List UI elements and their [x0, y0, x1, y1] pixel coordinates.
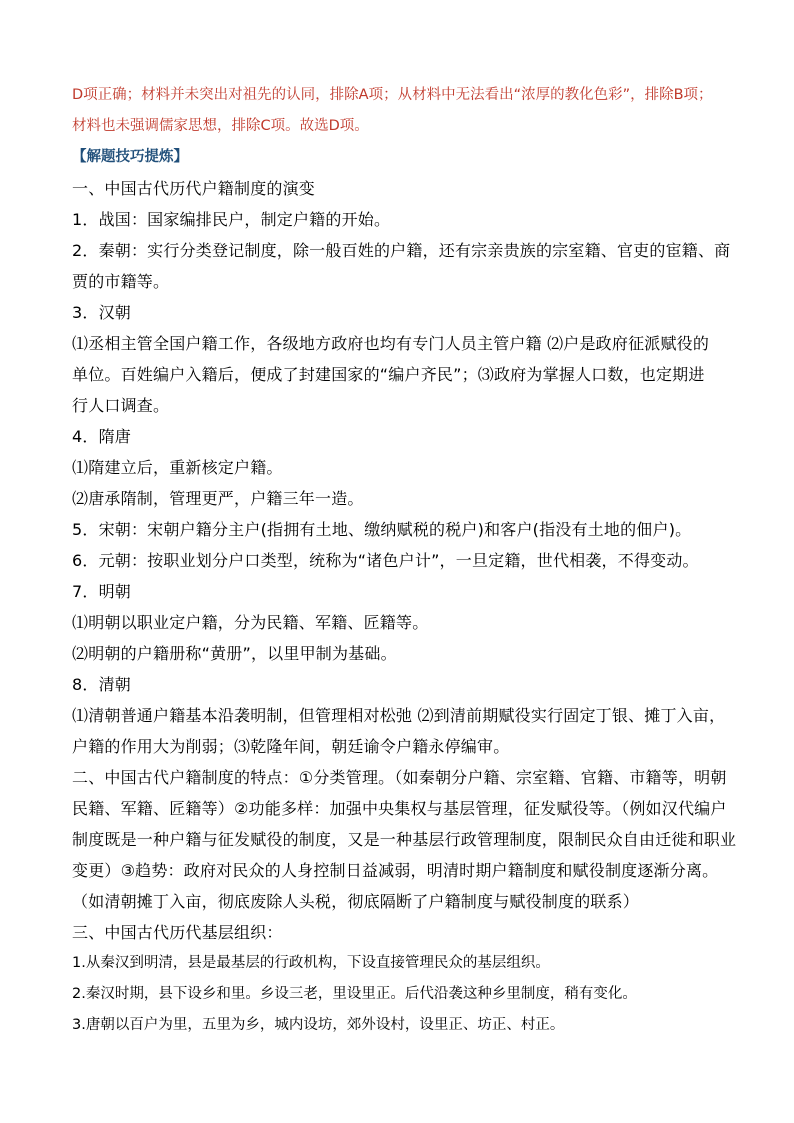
- text-line: （如清朝摊丁入亩，彻底废除人头税，彻底隔断了户籍制度与赋役制度的联系）: [72, 892, 640, 911]
- small-content-block: [72, 948, 722, 1041]
- text-line: 1．战国：国家编排民户，制定户籍的开始。: [72, 210, 391, 229]
- answer-line-1: D项正确；材料并未突出对祖先的认同，排除A项；从材料中无法看出“浓厚的教化色彩”，排除B项；: [72, 87, 713, 103]
- text-line: 3.唐朝以百户为里，五里为乡，城内设坊，郊外设村，设里正、坊正、村正。: [72, 1017, 565, 1033]
- text-line: 行人口调查。: [72, 396, 170, 415]
- text-line: 制度既是一种户籍与征发赋役的制度，又是一种基层行政管理制度，限制民众自由迁徙和职业: [72, 830, 737, 849]
- text-line: ⑴清朝普通户籍基本沿袭明制，但管理相对松弛 ⑵到清前期赋役实行固定丁银、摊丁入亩，: [72, 706, 726, 725]
- content-block: [72, 173, 737, 948]
- text-line: ⑴明朝以职业定户籍，分为民籍、军籍、匠籍等。: [72, 613, 429, 632]
- section-2-text: 二、中国古代户籍制度的特点：①分类管理。（如秦朝分户籍、宗室籍、官籍、市籍等，明朝: [72, 768, 727, 787]
- text-line: 8．清朝: [72, 675, 131, 694]
- document-page: [72, 80, 737, 1041]
- text-line: 贾的市籍等。: [72, 272, 170, 291]
- text-line: 1.从秦汉到明清，县是最基层的行政机构，下设直接管理民众的基层组织。: [72, 955, 550, 971]
- text-line: 2.秦汉时期，县下设乡和里。乡设三老，里设里正。后代沿袭这种乡里制度，稍有变化。: [72, 986, 637, 1002]
- text-line: 户籍的作用大为削弱；⑶乾隆年间，朝廷谕令户籍永停编审。: [72, 737, 510, 756]
- text-line: 6．元朝：按职业划分户口类型，统称为“诸色户计”，一旦定籍，世代相袭，不得变动。: [72, 551, 699, 570]
- text-line: ⑴隋建立后，重新核定户籍。: [72, 458, 283, 477]
- text-line: ⑵明朝的户籍册称“黄册”，以里甲制为基础。: [72, 644, 397, 663]
- answer-line-2: 材料也未强调儒家思想，排除C项。故选D项。: [72, 118, 369, 134]
- text-line: ⑴丞相主管全国户籍工作，各级地方政府也均有专门人员主管户籍 ⑵户是政府征派赋役的: [72, 334, 710, 353]
- text-line: 民籍、军籍、匠籍等）②功能多样：加强中央集权与基层管理，征发赋役等。（例如汉代编户: [72, 799, 727, 818]
- text-line: 2．秦朝：实行分类登记制度，除一般百姓的户籍，还有宗亲贵族的宗室籍、官吏的宦籍、商: [72, 241, 731, 260]
- text-line: 7．明朝: [72, 582, 131, 601]
- text-line: 4．隋唐: [72, 427, 131, 446]
- text-line: 变更）③趋势：政府对民众的人身控制日益减弱，明清时期户籍制度和赋役制度逐渐分离。: [72, 861, 719, 880]
- text-line: 单位。百姓编户入籍后，便成了封建国家的“编户齐民”；⑶政府为掌握人口数，也定期进: [72, 365, 705, 384]
- text-line: ⑵唐承隋制，管理更严，户籍三年一造。: [72, 489, 364, 508]
- tips-heading: 【解题技巧提炼】: [72, 149, 188, 165]
- section-3-heading: 三、中国古代历代基层组织：: [72, 923, 283, 942]
- section-1-heading: 一、中国古代历代户籍制度的演变: [72, 179, 316, 198]
- text-line: 5．宋朝：宋朝户籍分主户(指拥有土地、缴纳赋税的税户)和客户(指没有土地的佃户)。: [72, 520, 692, 539]
- text-line: 3．汉朝: [72, 303, 131, 322]
